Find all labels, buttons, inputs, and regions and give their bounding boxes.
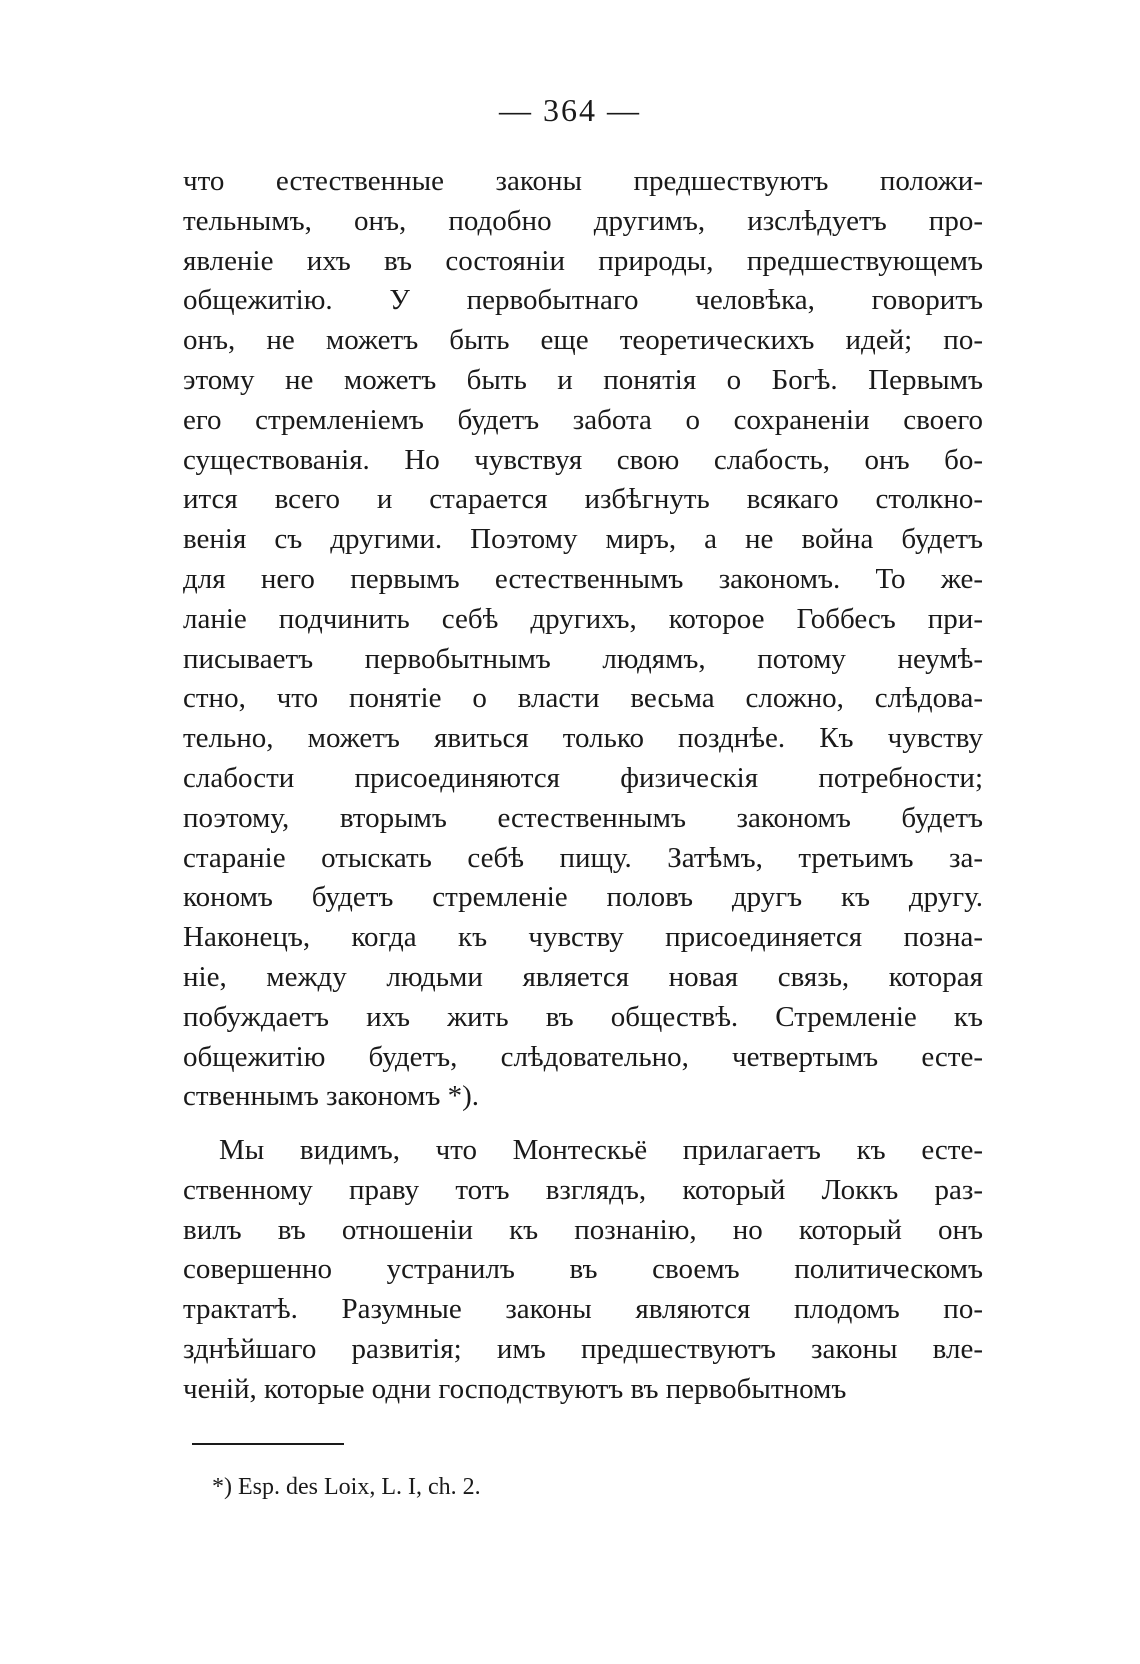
text-line: совершенно устранилъ въ своемъ политическомъ bbox=[183, 1253, 983, 1286]
page-number: — 364 — bbox=[499, 92, 641, 128]
text-line: кономъ будетъ стремленіе половъ другъ къ другу. bbox=[183, 881, 983, 914]
paragraph-2 bbox=[183, 1131, 983, 1410]
text-line: общежитію будетъ, слѣдовательно, четвертымъ есте- bbox=[183, 1040, 983, 1073]
text-line: венія съ другими. Поэтому миръ, а не война будетъ bbox=[183, 523, 983, 556]
footnote-divider bbox=[192, 1443, 344, 1445]
text-line: онъ, не можетъ быть еще теоретическихъ идей; по- bbox=[183, 324, 983, 357]
text-line: ится всего и старается избѣгнуть всякаго столкно- bbox=[183, 483, 983, 516]
text-line: ніе, между людьми является новая связь, которая bbox=[183, 960, 983, 993]
footnote: *) Esp. des Loix, L. I, ch. 2. bbox=[212, 1474, 481, 1500]
text-line: общежитію. У первобытнаго человѣка, говоритъ bbox=[183, 284, 983, 317]
text-line: Мы видимъ, что Монтескьё прилагаетъ къ есте- bbox=[219, 1134, 983, 1166]
text-line: его стремленіемъ будетъ забота о сохраненіи своего bbox=[183, 403, 983, 436]
text-line: вилъ въ отношеніи къ познанію, но который онъ bbox=[183, 1213, 983, 1246]
text-line: зднѣйшаго развитія; имъ предшествуютъ законы вле- bbox=[183, 1332, 983, 1365]
paragraph-1 bbox=[183, 162, 983, 1117]
text-line: слабости присоединяются физическія потребности; bbox=[183, 761, 983, 794]
text-line: этому не можетъ быть и понятія о Богѣ. Первымъ bbox=[183, 363, 983, 396]
text-line: ченій, которые одни господствуютъ въ первобытномъ bbox=[183, 1372, 847, 1405]
text-line: ственнымъ закономъ *). bbox=[183, 1080, 479, 1113]
text-line: для него первымъ естественнымъ закономъ. То же- bbox=[183, 562, 983, 595]
text-line: ственному праву тотъ взглядъ, который Локкъ раз- bbox=[183, 1173, 983, 1206]
text-line: что естественные законы предшествуютъ положи- bbox=[183, 165, 983, 197]
text-line: ланіе подчинить себѣ другихъ, которое Гоббесъ при- bbox=[183, 602, 983, 635]
text-line: явленіе ихъ въ состояніи природы, предшествующемъ bbox=[183, 244, 983, 277]
text-line: писываетъ первобытнымъ людямъ, потому неумѣ- bbox=[183, 642, 983, 675]
text-line: тельнымъ, онъ, подобно другимъ, изслѣдуетъ про- bbox=[183, 204, 983, 237]
text-line: тельно, можетъ явиться только позднѣе. Къ чувству bbox=[183, 722, 983, 755]
text-line: трактатѣ. Разумные законы являются плодомъ по- bbox=[183, 1293, 983, 1326]
text-line: Наконецъ, когда къ чувству присоединяется позна- bbox=[183, 921, 983, 954]
text-line: стараніе отыскать себѣ пищу. Затѣмъ, третьимъ за- bbox=[183, 841, 983, 874]
text-line: поэтому, вторымъ естественнымъ закономъ будетъ bbox=[183, 801, 983, 834]
text-line: побуждаетъ ихъ жить въ обществѣ. Стремленіе къ bbox=[183, 1000, 983, 1033]
text-line: стно, что понятіе о власти весьма сложно, слѣдова- bbox=[183, 682, 983, 715]
text-line: существованія. Но чувствуя свою слабость, онъ бо- bbox=[183, 443, 983, 476]
